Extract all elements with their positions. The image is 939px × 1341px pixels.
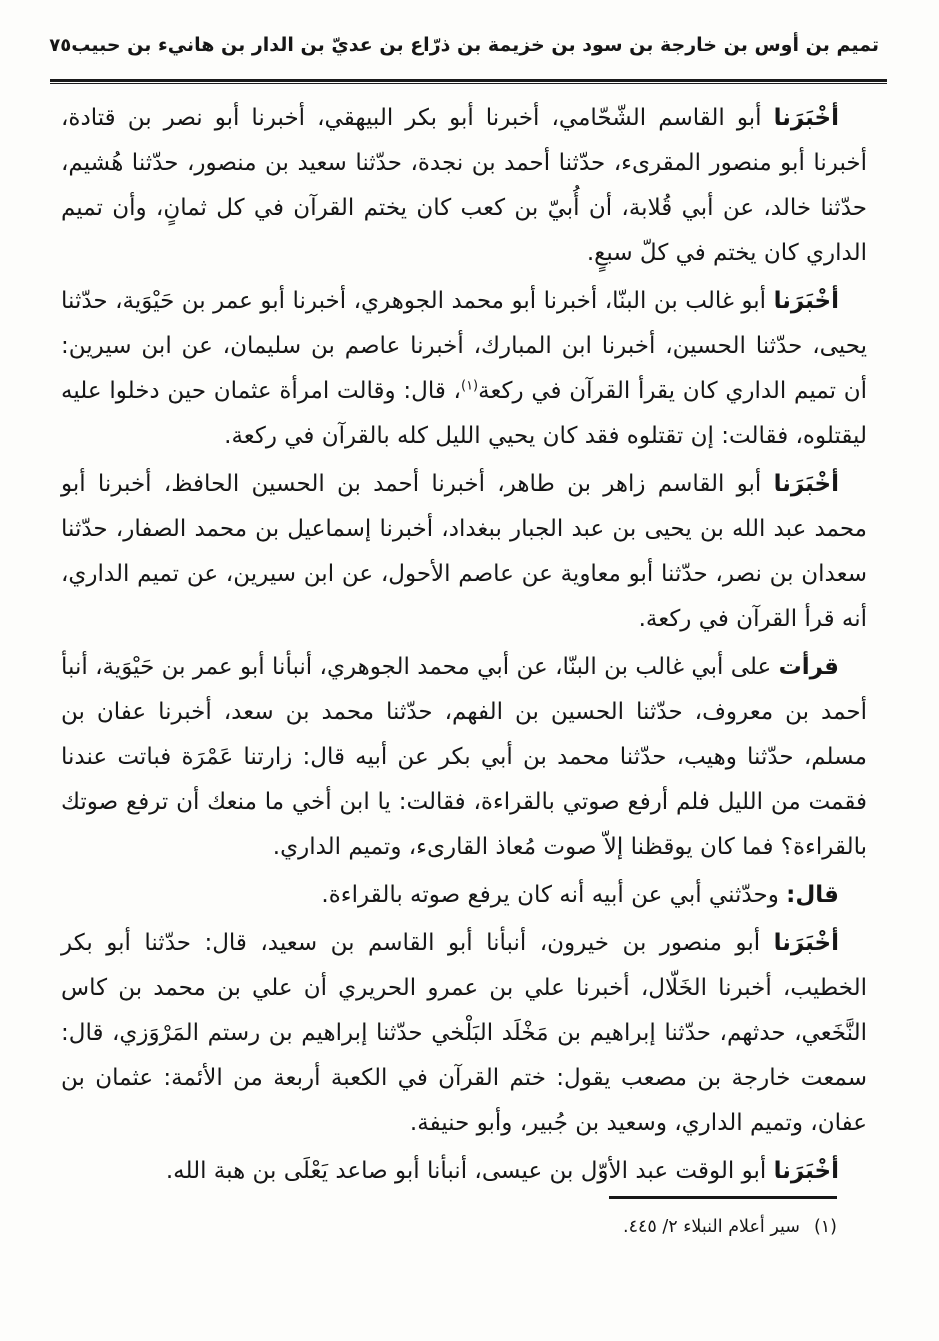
- paragraph-3: [61, 462, 867, 642]
- paragraph-text: أبو منصور بن خيرون، أنبأنا أبو القاسم بن سعيد، قال: حدّثنا أبو بكر الخطيب، أخبرنا الخَلّال، أخبرنا علي بن عمرو الحريري أن علي بن محمد بن كاس النَّخَعي، حدثهم، حدّثنا إبراهيم بن مَخْلَد البَلْخي حدّثنا إبراهيم بن رستم المَرْوَزي، قال: سمعت خارجة بن مصعب يقول: ختم القرآن في الكعبة أربعة من الأئمة: عثمان بن عفان، وتميم الداري، وسعيد بن جُبير، وأبو حنيفة.: [61, 930, 867, 1136]
- footnote-marker: (١): [813, 1217, 837, 1237]
- paragraph-text: أبو غالب بن البنّا، أخبرنا أبو محمد الجوهري، أخبرنا أبو عمر بن حَيْوَية، حدّثنا يحيى، حدّثنا الحسين، أخبرنا ابن المبارك، أخبرنا عاصم بن سليمان، عن ابن سيرين: أن تميم الداري كان يقرأ القرآن في ركعة: [61, 288, 867, 404]
- running-title: تميم بن أوس بن خارجة بن سود بن خزيمة بن ذرّاع بن عديّ بن الدار بن هانيء بن حبيب: [71, 34, 879, 56]
- paragraph-lead-word: أخْبَرَنا: [773, 105, 839, 131]
- paragraph-7: [61, 1149, 867, 1194]
- header-divider: [50, 79, 887, 84]
- body-text: [61, 96, 867, 1197]
- footnote: [507, 1212, 837, 1242]
- paragraph-lead-word: أخْبَرَنا: [773, 471, 839, 497]
- page-header: [49, 34, 879, 56]
- footnote-divider: [609, 1196, 837, 1199]
- paragraph-lead-word: قال:: [786, 882, 839, 908]
- footnote-reference: (١): [460, 378, 479, 394]
- paragraph-lead-word: قرأت: [778, 654, 839, 680]
- paragraph-text: على أبي غالب بن البنّا، عن أبي محمد الجوهري، أنبأنا أبو عمر بن حَيْوَية، أنبأ أحمد بن معروف، حدّثنا الحسين بن الفهم، حدّثنا محمد بن سعد، أخبرنا عفان بن مسلم، حدّثنا وهيب، حدّثنا محمد بن أبي بكر عن أبيه قال: زارتنا عَمْرَة فباتت عندنا فقمت من الليل فلم أرفع صوتي بالقراءة، فقالت: يا ابن أخي ما منعك أن ترفع صوتك بالقراءة؟ فما كان يوقظنا إلاّ صوت مُعاذ القارىء، وتميم الداري.: [61, 654, 867, 860]
- paragraph-text: أبو الوقت عبد الأوّل بن عيسى، أنبأنا أبو صاعد يَعْلَى بن هبة الله.: [165, 1158, 774, 1184]
- paragraph-text: ، قال: وقالت امرأة عثمان حين دخلوا عليه ليقتلوه، فقالت: إن تقتلوه فقد كان يحيي الليل كله بالقرآن في ركعة.: [61, 378, 867, 449]
- paragraph-4: [61, 645, 867, 870]
- paragraph-text: أبو القاسم الشّحّامي، أخبرنا أبو بكر البيهقي، أخبرنا أبو نصر بن قتادة، أخبرنا أبو منصور المقرىء، حدّثنا أحمد بن نجدة، حدّثنا سعيد بن منصور، حدّثنا هُشيم، حدّثنا خالد، عن أبي قُلابة، أن أُبيّ بن كعب كان يختم القرآن في كل ثمانٍ، وأن تميم الداري كان يختم في كلّ سبعٍ.: [61, 105, 867, 266]
- paragraph-2: [61, 279, 867, 459]
- paragraph-5: [61, 873, 867, 918]
- footnote-text: سير أعلام النبلاء ٢/ ٤٤٥.: [622, 1217, 800, 1237]
- paragraph-lead-word: أخْبَرَنا: [773, 1158, 839, 1184]
- page-number: ٧٥: [49, 35, 72, 56]
- paragraph-6: [61, 921, 867, 1146]
- paragraph-lead-word: أخْبَرَنا: [773, 930, 839, 956]
- paragraph-text: وحدّثني أبي عن أبيه أنه كان يرفع صوته بالقراءة.: [321, 882, 787, 908]
- paragraph-1: [61, 96, 867, 276]
- paragraph-lead-word: أخْبَرَنا: [773, 288, 839, 314]
- paragraph-text: أبو القاسم زاهر بن طاهر، أخبرنا أحمد بن الحسين الحافظ، أخبرنا أبو محمد عبد الله بن يحيى بن عبد الجبار ببغداد، أخبرنا إسماعيل بن محمد الصفار، حدّثنا سعدان بن نصر، حدّثنا أبو معاوية عن عاصم الأحول، عن ابن سيرين، عن تميم الداري، أنه قرأ القرآن في ركعة.: [61, 471, 867, 632]
